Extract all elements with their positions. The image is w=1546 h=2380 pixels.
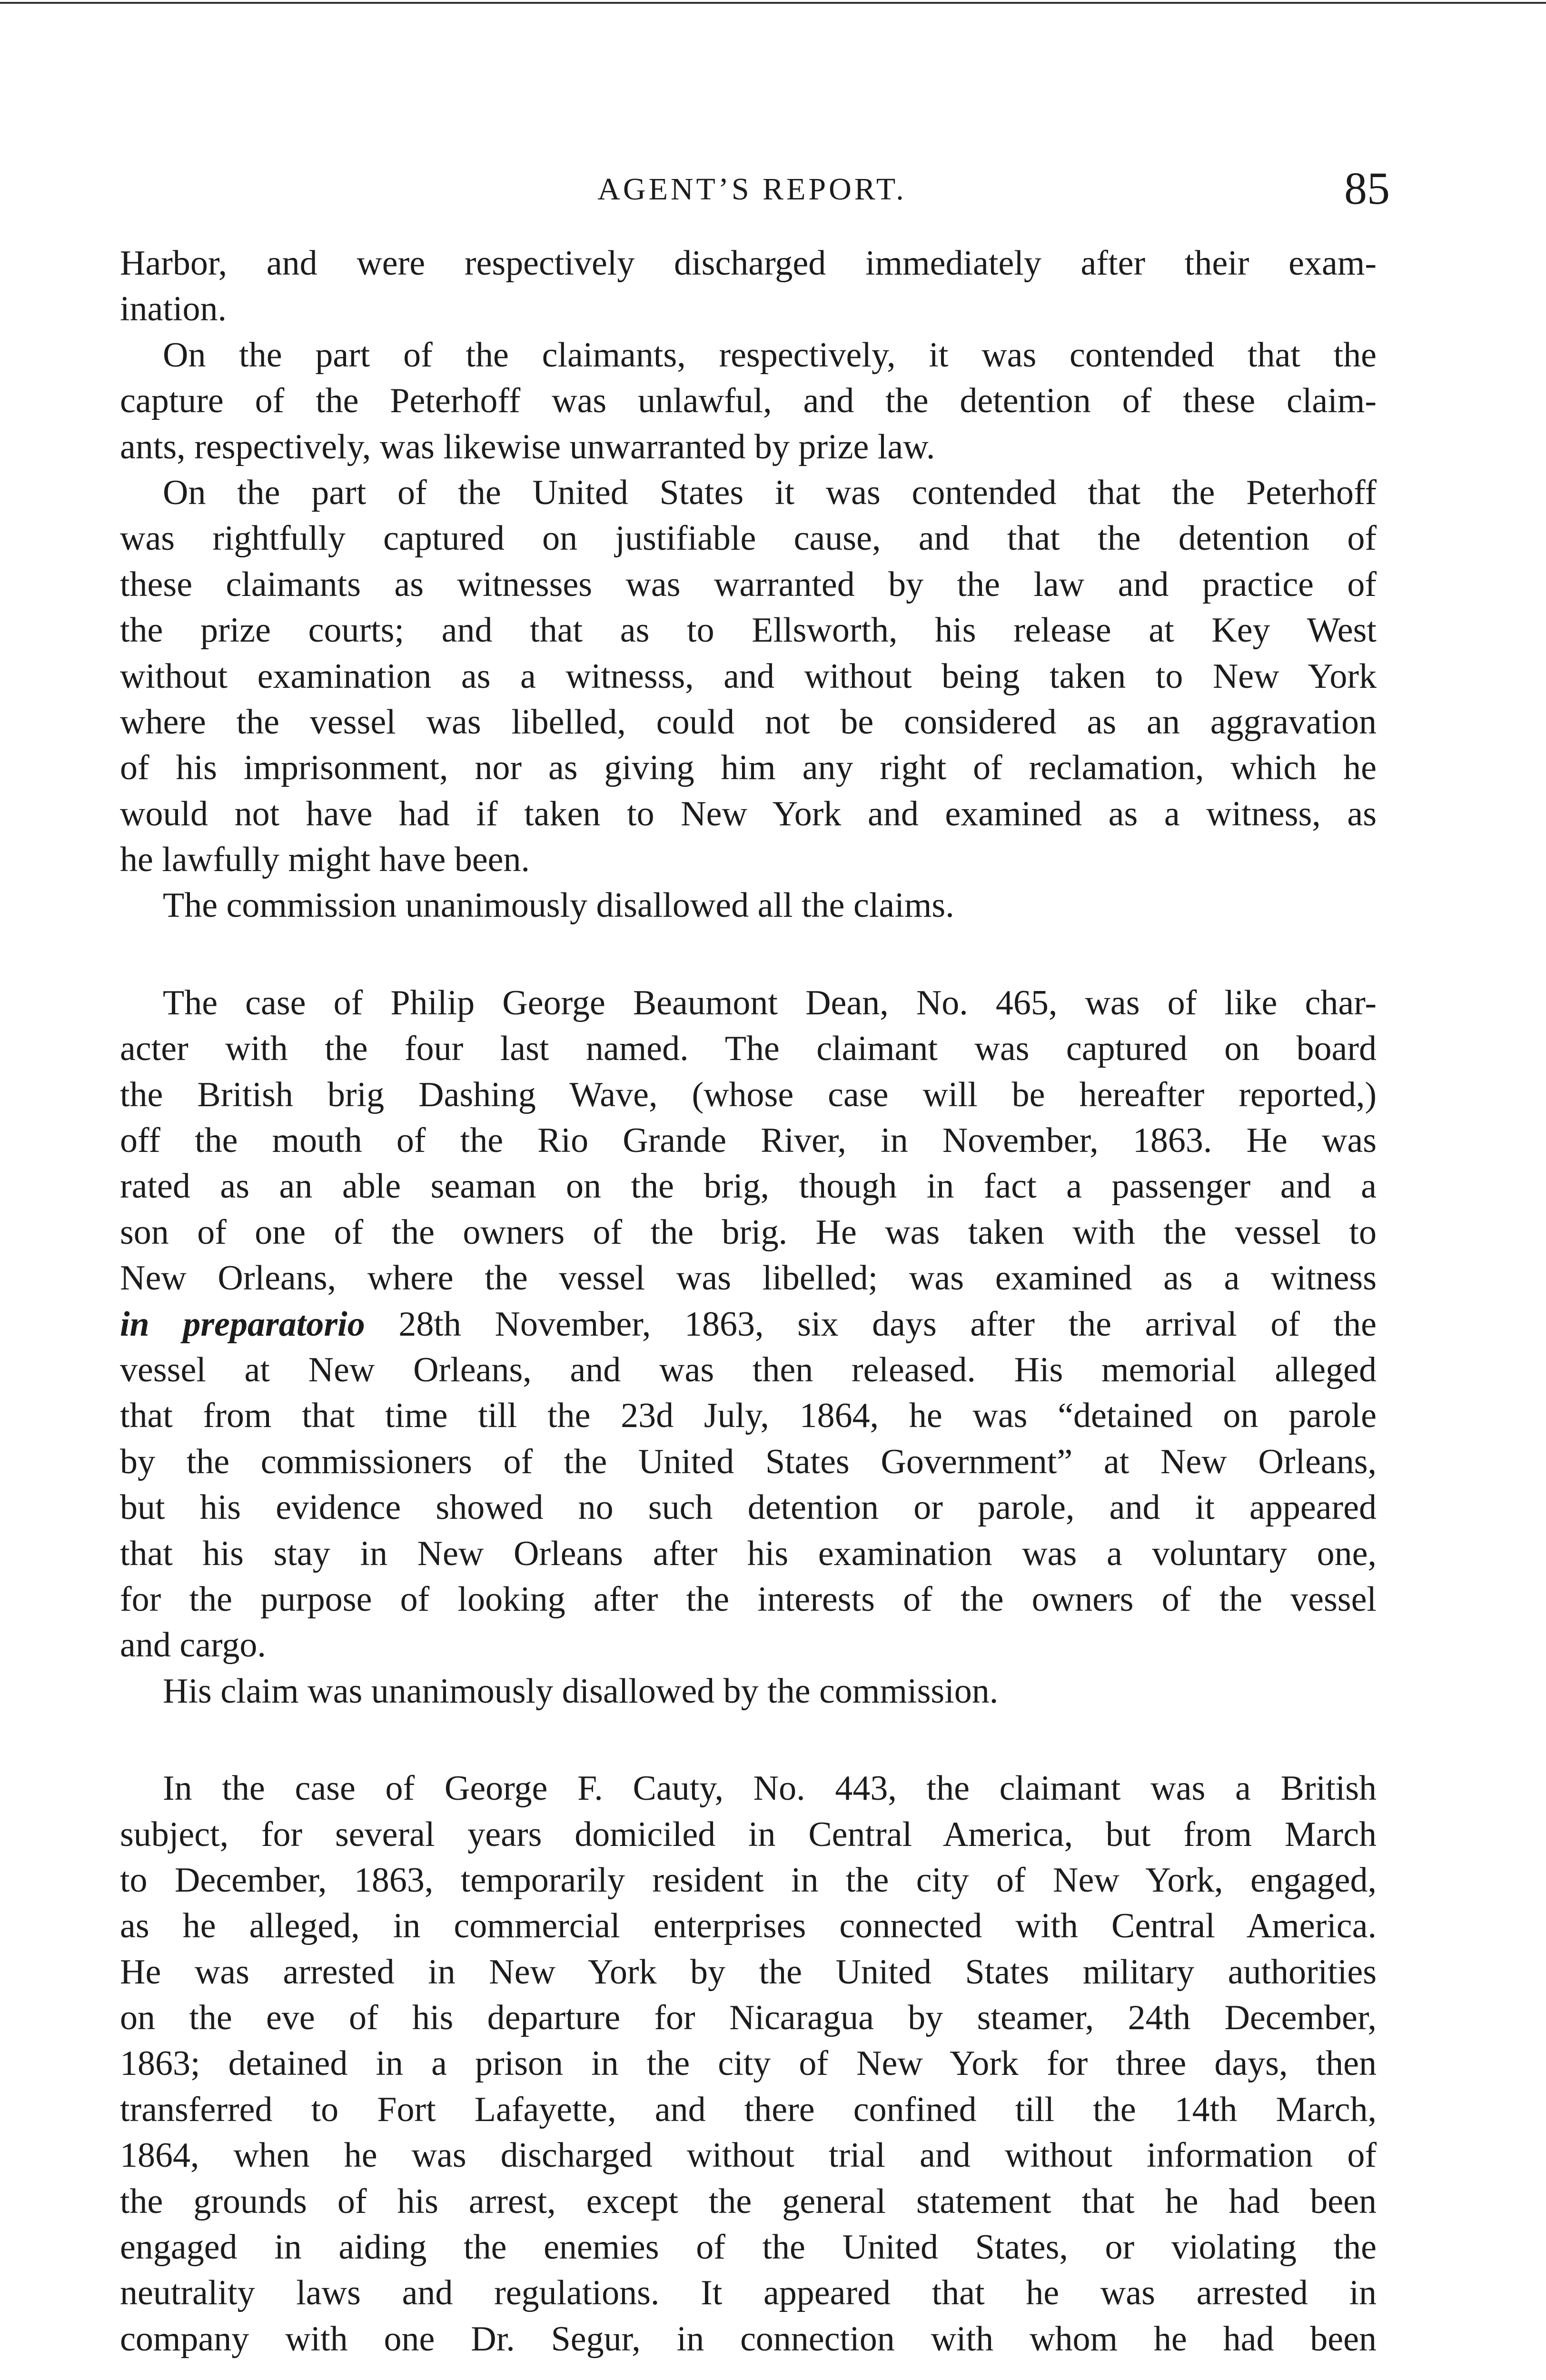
text-line: subject, for several years domiciled in Central America, but from March: [120, 1815, 1377, 1854]
paragraph: [120, 332, 1377, 470]
text-line: would not have had if taken to New York and examined as a witness, as: [120, 794, 1377, 833]
text-line: and cargo.: [120, 1626, 266, 1665]
text-line: by the commissioners of the United States Government” at New Orleans,: [120, 1442, 1377, 1481]
text-line: where the vessel was libelled, could not be considered as an aggravation: [120, 702, 1377, 742]
text-line: 1863; detained in a prison in the city of New York for three days, then: [120, 2044, 1377, 2083]
body-text: [120, 240, 1377, 2362]
text-line: without examination as a witnesss, and without being taken to New York: [120, 656, 1377, 696]
text-line: transferred to Fort Lafayette, and there confined till the 14th March,: [120, 2090, 1377, 2129]
text-line: New Orleans, where the vessel was libelled; was examined as a witness: [120, 1259, 1377, 1298]
text-line: ination.: [120, 289, 227, 329]
text-line: to December, 1863, temporarily resident in the city of New York, engaged,: [120, 1860, 1377, 1900]
text-line: the prize courts; and that as to Ellsworth, his release at Key West: [120, 611, 1377, 650]
paragraph: [120, 980, 1377, 1668]
running-head: [114, 162, 1390, 214]
text-line: these claimants as witnesses was warranted by the law and practice of: [120, 565, 1377, 604]
text-line-rest: 28th November, 1863, six days after the arrival of the: [398, 1304, 1377, 1344]
text-line: acter with the four last named. The claimant was captured on board: [120, 1029, 1377, 1069]
paragraph: [120, 1668, 1377, 1714]
text-line: rated as an able seaman on the brig, though in fact a passenger and a: [120, 1167, 1377, 1206]
text-line: [120, 1301, 1377, 1347]
text-line: was rightfully captured on justifiable cause, and that the detention of: [120, 519, 1377, 558]
text-line: as he alleged, in commercial enterprises connected with Central America.: [120, 1906, 1377, 1946]
text-line: The case of Philip George Beaumont Dean, No. 465, was of like char-: [163, 983, 1377, 1022]
text-line: but his evidence showed no such detention or parole, and it appeared: [120, 1488, 1377, 1527]
text-line: the grounds of his arrest, except the general statement that he had been: [120, 2182, 1377, 2221]
text-line: that from that time till the 23d July, 1864, he was “detained on parole: [120, 1396, 1377, 1436]
text-line: 1864, when he was discharged without trial and without information of: [120, 2136, 1377, 2175]
paragraph: [120, 240, 1377, 332]
section-gap: [120, 929, 1377, 980]
text-line: In the case of George F. Cauty, No. 443, the claimant was a British: [163, 1769, 1377, 1808]
text-line: His claim was unanimously disallowed by the commission.: [163, 1671, 999, 1711]
text-line: he lawfully might have been.: [120, 840, 530, 880]
text-line: On the part of the United States it was contended that the Peterhoff: [163, 473, 1377, 512]
text-line: The commission unanimously disallowed all the claims.: [163, 886, 954, 925]
text-line: for the purpose of looking after the interests of the owners of the vessel: [120, 1579, 1377, 1619]
text-line: of his imprisonment, nor as giving him any right of reclamation, which he: [120, 748, 1377, 788]
text-line: He was arrested in New York by the United States military authorities: [120, 1952, 1377, 1992]
text-line: Harbor, and were respectively discharged immediately after their exam-: [120, 244, 1377, 283]
text-line: off the mouth of the Rio Grande River, in November, 1863. He was: [120, 1121, 1377, 1160]
paragraph: [120, 470, 1377, 883]
text-line: engaged in aiding the enemies of the United States, or violating the: [120, 2228, 1377, 2267]
italic-phrase: in preparatorio: [120, 1304, 365, 1344]
text-line: son of one of the owners of the brig. He was taken with the vessel to: [120, 1212, 1377, 1252]
text-line: vessel at New Orleans, and was then released. His memorial alleged: [120, 1350, 1377, 1389]
text-line: the British brig Dashing Wave, (whose case will be hereafter reported,): [120, 1075, 1377, 1114]
text-line: company with one Dr. Segur, in connection with whom he had been: [120, 2319, 1377, 2359]
section-gap: [120, 1714, 1377, 1765]
top-rule: [0, 2, 1546, 4]
text-line: On the part of the claimants, respectively, it was contended that the: [163, 335, 1377, 375]
text-line: ants, respectively, was likewise unwarranted by prize law.: [120, 427, 935, 466]
page-number: 85: [1344, 163, 1390, 214]
running-title: AGENT’S REPORT.: [597, 172, 907, 207]
text-line: capture of the Peterhoff was unlawful, and the detention of these claim-: [120, 381, 1377, 421]
paragraph: [120, 1765, 1377, 2362]
paragraph: [120, 883, 1377, 928]
text-line: that his stay in New Orleans after his examination was a voluntary one,: [120, 1534, 1377, 1573]
text-line: on the eve of his departure for Nicaragua by steamer, 24th December,: [120, 1998, 1377, 2038]
text-line: neutrality laws and regulations. It appeared that he was arrested in: [120, 2273, 1377, 2313]
